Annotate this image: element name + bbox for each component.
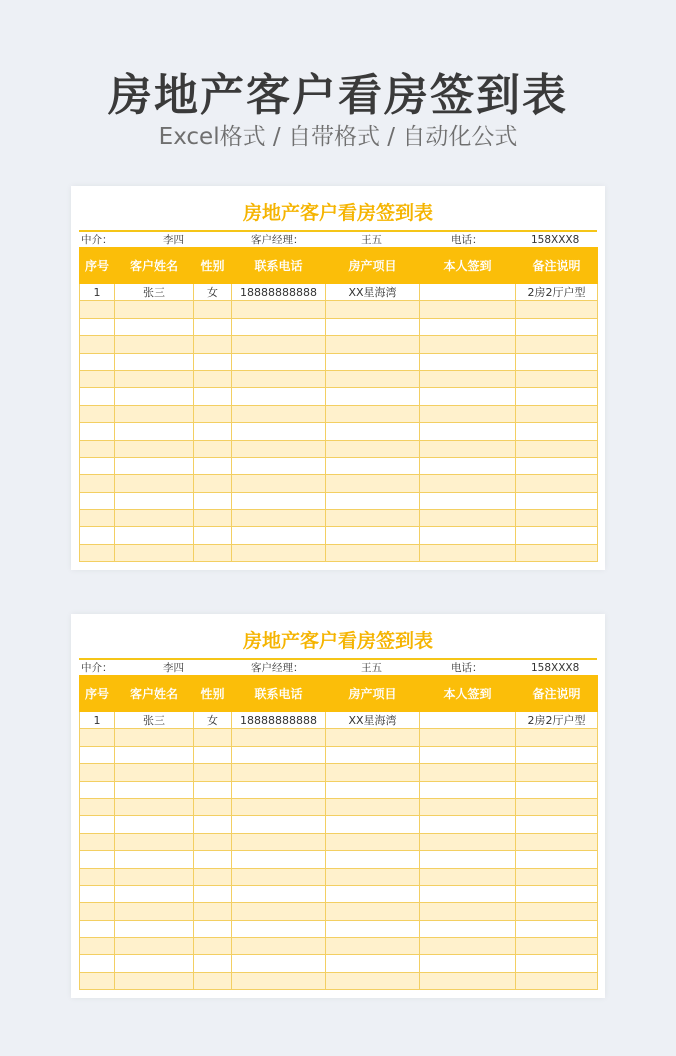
table-cell[interactable] bbox=[194, 868, 232, 885]
table-cell[interactable] bbox=[194, 816, 232, 833]
agent-label: 中介： bbox=[81, 662, 113, 674]
table-cell[interactable] bbox=[420, 712, 516, 729]
table-cell[interactable] bbox=[516, 353, 598, 370]
table-row bbox=[80, 868, 598, 885]
table-cell[interactable] bbox=[420, 816, 516, 833]
table-cell[interactable] bbox=[326, 370, 420, 387]
table-cell[interactable] bbox=[516, 440, 598, 457]
table-cell[interactable] bbox=[326, 781, 420, 798]
table-cell[interactable] bbox=[80, 816, 115, 833]
table-cell[interactable] bbox=[516, 885, 598, 902]
column-header: 备注说明 bbox=[516, 676, 598, 712]
table-cell[interactable] bbox=[194, 405, 232, 422]
table-cell[interactable] bbox=[194, 938, 232, 955]
table-cell[interactable] bbox=[80, 318, 115, 335]
table-cell[interactable] bbox=[232, 388, 326, 405]
table-cell[interactable] bbox=[326, 301, 420, 318]
table-row bbox=[80, 816, 598, 833]
table-header-row bbox=[80, 248, 598, 284]
agent-value: 李四 bbox=[163, 662, 184, 674]
table-cell[interactable] bbox=[80, 868, 115, 885]
table-cell[interactable] bbox=[194, 353, 232, 370]
table-cell[interactable] bbox=[80, 353, 115, 370]
table-cell[interactable] bbox=[326, 746, 420, 763]
column-header: 备注说明 bbox=[516, 248, 598, 284]
table-cell[interactable] bbox=[516, 746, 598, 763]
table-cell[interactable] bbox=[194, 955, 232, 972]
table-cell[interactable] bbox=[232, 746, 326, 763]
table-cell[interactable] bbox=[80, 798, 115, 815]
table-cell[interactable]: 女 bbox=[194, 284, 232, 301]
table-cell[interactable] bbox=[326, 440, 420, 457]
table-cell[interactable] bbox=[232, 318, 326, 335]
table-cell[interactable] bbox=[80, 475, 115, 492]
table-cell[interactable] bbox=[326, 938, 420, 955]
sheet-preview-1 bbox=[71, 186, 605, 570]
table-cell[interactable] bbox=[326, 423, 420, 440]
table-cell[interactable] bbox=[194, 318, 232, 335]
table-cell[interactable] bbox=[80, 370, 115, 387]
signin-table bbox=[79, 675, 598, 990]
table-cell[interactable] bbox=[80, 764, 115, 781]
table-row bbox=[80, 972, 598, 989]
table-cell[interactable] bbox=[232, 920, 326, 937]
table-cell[interactable] bbox=[115, 388, 194, 405]
table-cell[interactable] bbox=[232, 440, 326, 457]
table-row bbox=[80, 475, 598, 492]
table-cell[interactable] bbox=[420, 388, 516, 405]
table-cell[interactable] bbox=[516, 955, 598, 972]
table-cell[interactable] bbox=[326, 388, 420, 405]
sheet-preview-2 bbox=[71, 614, 605, 998]
table-cell[interactable] bbox=[326, 920, 420, 937]
table-cell[interactable] bbox=[420, 457, 516, 474]
table-cell[interactable]: 2房2厅户型 bbox=[516, 284, 598, 301]
table-cell[interactable] bbox=[232, 798, 326, 815]
table-row bbox=[80, 423, 598, 440]
table-cell[interactable] bbox=[80, 405, 115, 422]
table-cell[interactable] bbox=[420, 746, 516, 763]
table-cell[interactable] bbox=[194, 440, 232, 457]
table-cell[interactable] bbox=[194, 781, 232, 798]
table-cell[interactable] bbox=[115, 798, 194, 815]
table-cell[interactable] bbox=[232, 955, 326, 972]
table-cell[interactable] bbox=[326, 510, 420, 527]
table-cell[interactable] bbox=[115, 475, 194, 492]
table-cell[interactable]: 18888888888 bbox=[232, 712, 326, 729]
table-cell[interactable] bbox=[516, 527, 598, 544]
table-cell[interactable] bbox=[194, 764, 232, 781]
table-row bbox=[80, 712, 598, 729]
sheet-title: 房地产客户看房签到表 bbox=[242, 630, 433, 652]
table-cell[interactable] bbox=[194, 370, 232, 387]
table-cell[interactable] bbox=[232, 336, 326, 353]
table-cell[interactable] bbox=[326, 885, 420, 902]
table-cell[interactable]: XX星海湾 bbox=[326, 712, 420, 729]
table-cell[interactable]: 张三 bbox=[115, 284, 194, 301]
table-cell[interactable] bbox=[194, 798, 232, 815]
table-cell[interactable] bbox=[420, 405, 516, 422]
table-cell[interactable] bbox=[420, 336, 516, 353]
table-cell[interactable] bbox=[80, 781, 115, 798]
table-cell[interactable] bbox=[420, 440, 516, 457]
column-header: 序号 bbox=[80, 676, 115, 712]
table-cell[interactable] bbox=[194, 851, 232, 868]
page-subtitle: Excel格式 / 自带格式 / 自动化公式 bbox=[158, 124, 518, 150]
table-cell[interactable] bbox=[420, 492, 516, 509]
title-underline bbox=[79, 658, 597, 660]
phone-label: 电话： bbox=[451, 234, 483, 246]
table-cell[interactable] bbox=[232, 301, 326, 318]
table-row bbox=[80, 457, 598, 474]
table-cell[interactable] bbox=[516, 903, 598, 920]
table-cell[interactable] bbox=[516, 301, 598, 318]
table-cell[interactable] bbox=[194, 903, 232, 920]
table-cell[interactable] bbox=[194, 301, 232, 318]
table-cell[interactable] bbox=[516, 423, 598, 440]
table-cell[interactable] bbox=[115, 729, 194, 746]
table-cell[interactable] bbox=[115, 527, 194, 544]
table-row bbox=[80, 284, 598, 301]
table-cell[interactable] bbox=[420, 301, 516, 318]
table-cell[interactable] bbox=[115, 746, 194, 763]
table-cell[interactable] bbox=[80, 938, 115, 955]
table-cell[interactable] bbox=[516, 457, 598, 474]
signin-table bbox=[79, 247, 598, 562]
table-cell[interactable] bbox=[326, 816, 420, 833]
table-cell[interactable] bbox=[516, 475, 598, 492]
table-cell[interactable] bbox=[516, 544, 598, 561]
table-cell[interactable] bbox=[232, 972, 326, 989]
table-cell[interactable] bbox=[420, 284, 516, 301]
table-row bbox=[80, 851, 598, 868]
table-cell[interactable] bbox=[420, 920, 516, 937]
table-cell[interactable] bbox=[326, 492, 420, 509]
phone-value: 158XXX8 bbox=[531, 234, 580, 246]
table-row bbox=[80, 318, 598, 335]
table-cell[interactable] bbox=[80, 729, 115, 746]
table-cell[interactable] bbox=[326, 544, 420, 561]
table-cell[interactable] bbox=[232, 457, 326, 474]
column-header: 本人签到 bbox=[420, 676, 516, 712]
table-cell[interactable] bbox=[232, 370, 326, 387]
table-row bbox=[80, 729, 598, 746]
table-cell[interactable] bbox=[115, 764, 194, 781]
table-row bbox=[80, 920, 598, 937]
table-cell[interactable] bbox=[420, 955, 516, 972]
table-cell[interactable] bbox=[232, 729, 326, 746]
table-row bbox=[80, 388, 598, 405]
table-cell[interactable] bbox=[516, 972, 598, 989]
table-cell[interactable] bbox=[80, 527, 115, 544]
table-row bbox=[80, 492, 598, 509]
table-cell[interactable] bbox=[516, 318, 598, 335]
table-cell[interactable] bbox=[115, 423, 194, 440]
table-cell[interactable] bbox=[115, 353, 194, 370]
phone-label: 电话： bbox=[451, 662, 483, 674]
table-cell[interactable] bbox=[194, 920, 232, 937]
table-cell[interactable] bbox=[326, 972, 420, 989]
table-cell[interactable] bbox=[194, 544, 232, 561]
table-cell[interactable] bbox=[80, 423, 115, 440]
table-cell[interactable] bbox=[516, 492, 598, 509]
table-cell[interactable] bbox=[326, 457, 420, 474]
table-cell[interactable] bbox=[194, 746, 232, 763]
table-cell[interactable] bbox=[194, 729, 232, 746]
table-cell[interactable] bbox=[194, 475, 232, 492]
table-cell[interactable] bbox=[115, 833, 194, 850]
table-cell[interactable] bbox=[115, 301, 194, 318]
table-cell[interactable] bbox=[326, 475, 420, 492]
table-row bbox=[80, 353, 598, 370]
table-row bbox=[80, 510, 598, 527]
column-header: 客户姓名 bbox=[115, 248, 194, 284]
table-cell[interactable] bbox=[232, 938, 326, 955]
table-row bbox=[80, 301, 598, 318]
table-cell[interactable] bbox=[420, 764, 516, 781]
table-cell[interactable] bbox=[420, 527, 516, 544]
table-cell[interactable] bbox=[80, 510, 115, 527]
column-header: 联系电话 bbox=[232, 248, 326, 284]
table-cell[interactable] bbox=[326, 405, 420, 422]
table-cell[interactable] bbox=[516, 781, 598, 798]
table-cell[interactable] bbox=[326, 336, 420, 353]
table-cell[interactable] bbox=[115, 972, 194, 989]
table-cell[interactable] bbox=[80, 955, 115, 972]
table-row bbox=[80, 764, 598, 781]
column-header: 性别 bbox=[194, 248, 232, 284]
table-cell[interactable] bbox=[326, 833, 420, 850]
table-cell[interactable] bbox=[420, 544, 516, 561]
table-cell[interactable] bbox=[326, 353, 420, 370]
table-cell[interactable] bbox=[194, 492, 232, 509]
table-cell[interactable] bbox=[115, 920, 194, 937]
column-header: 房产项目 bbox=[326, 676, 420, 712]
table-cell[interactable] bbox=[420, 781, 516, 798]
table-cell[interactable]: XX星海湾 bbox=[326, 284, 420, 301]
table-cell[interactable] bbox=[516, 816, 598, 833]
table-row bbox=[80, 885, 598, 902]
table-row bbox=[80, 440, 598, 457]
table-cell[interactable] bbox=[115, 868, 194, 885]
table-cell[interactable] bbox=[420, 729, 516, 746]
table-cell[interactable] bbox=[115, 903, 194, 920]
manager-label: 客户经理： bbox=[251, 234, 304, 246]
table-cell[interactable] bbox=[80, 746, 115, 763]
table-cell[interactable] bbox=[420, 868, 516, 885]
table-cell[interactable] bbox=[232, 816, 326, 833]
table-cell[interactable] bbox=[420, 510, 516, 527]
page-title: 房地产客户看房签到表 bbox=[108, 70, 568, 121]
table-row bbox=[80, 370, 598, 387]
table-cell[interactable] bbox=[326, 798, 420, 815]
table-cell[interactable] bbox=[232, 423, 326, 440]
table-cell[interactable] bbox=[232, 405, 326, 422]
table-cell[interactable] bbox=[115, 851, 194, 868]
table-cell[interactable]: 张三 bbox=[115, 712, 194, 729]
table-cell[interactable] bbox=[115, 955, 194, 972]
table-cell[interactable] bbox=[232, 781, 326, 798]
table-cell[interactable] bbox=[115, 885, 194, 902]
table-cell[interactable] bbox=[80, 885, 115, 902]
table-cell[interactable] bbox=[516, 798, 598, 815]
table-cell[interactable] bbox=[516, 405, 598, 422]
table-cell[interactable] bbox=[80, 851, 115, 868]
table-cell[interactable] bbox=[516, 510, 598, 527]
table-cell[interactable] bbox=[232, 868, 326, 885]
table-cell[interactable] bbox=[80, 903, 115, 920]
table-cell[interactable] bbox=[115, 816, 194, 833]
table-cell[interactable]: 2房2厅户型 bbox=[516, 712, 598, 729]
table-cell[interactable] bbox=[115, 405, 194, 422]
table-cell[interactable] bbox=[80, 544, 115, 561]
table-cell[interactable] bbox=[516, 729, 598, 746]
agent-label: 中介： bbox=[81, 234, 113, 246]
table-row bbox=[80, 833, 598, 850]
table-cell[interactable] bbox=[232, 353, 326, 370]
title-underline bbox=[79, 230, 597, 232]
table-cell[interactable] bbox=[80, 336, 115, 353]
manager-value: 王五 bbox=[361, 662, 382, 674]
table-cell[interactable] bbox=[194, 885, 232, 902]
table-row bbox=[80, 544, 598, 561]
table-cell[interactable] bbox=[194, 388, 232, 405]
table-cell[interactable] bbox=[115, 938, 194, 955]
table-cell[interactable] bbox=[194, 510, 232, 527]
table-cell[interactable] bbox=[115, 336, 194, 353]
table-cell[interactable] bbox=[115, 440, 194, 457]
table-cell[interactable] bbox=[420, 851, 516, 868]
table-cell[interactable] bbox=[420, 885, 516, 902]
table-cell[interactable] bbox=[326, 764, 420, 781]
table-cell[interactable] bbox=[115, 544, 194, 561]
table-cell[interactable] bbox=[115, 781, 194, 798]
table-cell[interactable] bbox=[516, 370, 598, 387]
table-cell[interactable] bbox=[232, 492, 326, 509]
table-row bbox=[80, 955, 598, 972]
table-cell[interactable] bbox=[194, 423, 232, 440]
sheet-title: 房地产客户看房签到表 bbox=[242, 202, 433, 224]
table-cell[interactable] bbox=[115, 492, 194, 509]
table-cell[interactable] bbox=[326, 527, 420, 544]
table-cell[interactable]: 女 bbox=[194, 712, 232, 729]
table-cell[interactable] bbox=[516, 833, 598, 850]
table-cell[interactable] bbox=[420, 475, 516, 492]
table-cell[interactable] bbox=[326, 318, 420, 335]
column-header: 房产项目 bbox=[326, 248, 420, 284]
table-cell[interactable] bbox=[232, 475, 326, 492]
table-cell[interactable] bbox=[115, 318, 194, 335]
table-cell[interactable] bbox=[326, 868, 420, 885]
phone-value: 158XXX8 bbox=[531, 662, 580, 674]
table-row bbox=[80, 336, 598, 353]
table-cell[interactable] bbox=[420, 972, 516, 989]
column-header: 联系电话 bbox=[232, 676, 326, 712]
table-cell[interactable] bbox=[232, 527, 326, 544]
table-cell[interactable] bbox=[194, 457, 232, 474]
table-cell[interactable] bbox=[326, 955, 420, 972]
table-row bbox=[80, 405, 598, 422]
table-cell[interactable] bbox=[194, 972, 232, 989]
table-cell[interactable] bbox=[420, 318, 516, 335]
table-row bbox=[80, 938, 598, 955]
table-cell[interactable]: 1 bbox=[80, 712, 115, 729]
table-row bbox=[80, 527, 598, 544]
table-cell[interactable] bbox=[115, 457, 194, 474]
table-cell[interactable] bbox=[232, 764, 326, 781]
table-cell[interactable] bbox=[516, 938, 598, 955]
agent-value: 李四 bbox=[163, 234, 184, 246]
table-cell[interactable] bbox=[80, 440, 115, 457]
table-cell[interactable] bbox=[80, 492, 115, 509]
table-cell[interactable]: 18888888888 bbox=[232, 284, 326, 301]
table-cell[interactable] bbox=[194, 527, 232, 544]
table-cell[interactable] bbox=[80, 920, 115, 937]
manager-value: 王五 bbox=[361, 234, 382, 246]
manager-label: 客户经理： bbox=[251, 662, 304, 674]
table-cell[interactable] bbox=[420, 423, 516, 440]
table-cell[interactable] bbox=[516, 920, 598, 937]
table-cell[interactable] bbox=[115, 510, 194, 527]
table-cell[interactable] bbox=[80, 388, 115, 405]
table-cell[interactable] bbox=[80, 457, 115, 474]
table-cell[interactable] bbox=[326, 729, 420, 746]
table-cell[interactable] bbox=[326, 903, 420, 920]
table-header-row bbox=[80, 676, 598, 712]
table-cell[interactable] bbox=[232, 510, 326, 527]
table-cell[interactable] bbox=[232, 544, 326, 561]
table-cell[interactable] bbox=[115, 370, 194, 387]
table-cell[interactable] bbox=[516, 851, 598, 868]
table-cell[interactable] bbox=[194, 833, 232, 850]
table-cell[interactable] bbox=[194, 336, 232, 353]
table-cell[interactable] bbox=[420, 370, 516, 387]
table-cell[interactable] bbox=[516, 336, 598, 353]
table-cell[interactable] bbox=[80, 972, 115, 989]
table-row bbox=[80, 781, 598, 798]
table-cell[interactable] bbox=[420, 353, 516, 370]
table-cell[interactable] bbox=[516, 388, 598, 405]
table-cell[interactable]: 1 bbox=[80, 284, 115, 301]
table-cell[interactable] bbox=[420, 903, 516, 920]
table-cell[interactable] bbox=[232, 833, 326, 850]
column-header: 本人签到 bbox=[420, 248, 516, 284]
table-row bbox=[80, 903, 598, 920]
column-header: 序号 bbox=[80, 248, 115, 284]
table-cell[interactable] bbox=[80, 833, 115, 850]
table-cell[interactable] bbox=[516, 764, 598, 781]
table-cell[interactable] bbox=[420, 833, 516, 850]
table-row bbox=[80, 746, 598, 763]
table-cell[interactable] bbox=[420, 798, 516, 815]
column-header: 客户姓名 bbox=[115, 676, 194, 712]
table-cell[interactable] bbox=[516, 868, 598, 885]
table-cell[interactable] bbox=[420, 938, 516, 955]
table-row bbox=[80, 798, 598, 815]
table-cell[interactable] bbox=[326, 851, 420, 868]
table-cell[interactable] bbox=[232, 885, 326, 902]
table-cell[interactable] bbox=[232, 903, 326, 920]
column-header: 性别 bbox=[194, 676, 232, 712]
table-cell[interactable] bbox=[80, 301, 115, 318]
table-cell[interactable] bbox=[232, 851, 326, 868]
